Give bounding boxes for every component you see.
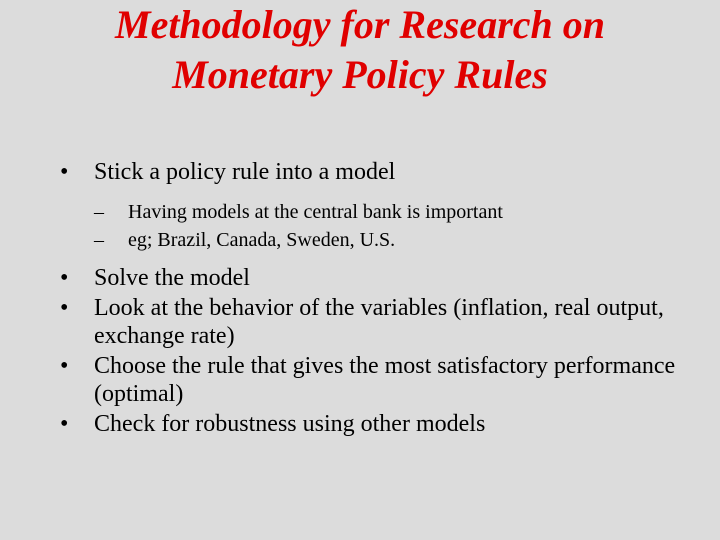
bullet-item-3 — [60, 294, 680, 350]
bullet-item-5 — [60, 410, 680, 438]
sub-bullet-text: eg; Brazil, Canada, Sweden, U.S. — [128, 229, 396, 251]
sub-bullet-text: Having models at the central bank is important — [128, 201, 503, 223]
bullet-text: Solve the model — [94, 265, 250, 291]
bullet-item-2 — [60, 264, 680, 292]
sub-bullet-item-1 — [94, 198, 680, 226]
slide-title — [40, 0, 680, 100]
sub-bullet-list — [94, 198, 680, 254]
bullet-marker: • — [60, 411, 69, 437]
bullet-text: Look at the behavior of the variables (inflation, real output, exchange rate) — [94, 295, 664, 349]
bullet-text: Stick a policy rule into a model — [94, 159, 396, 185]
bullet-marker: • — [60, 265, 69, 291]
sub-bullet-item-2 — [94, 226, 680, 254]
bullet-marker: • — [60, 159, 69, 185]
slide-title-line-2: Monetary Policy Rules — [172, 52, 548, 97]
slide-title-line-1: Methodology for Research on — [115, 2, 605, 47]
sub-bullet-marker: – — [94, 229, 104, 251]
bullet-text: Check for robustness using other models — [94, 411, 486, 437]
sub-bullet-marker: – — [94, 201, 104, 223]
bullet-item-4 — [60, 352, 680, 408]
bullet-marker: • — [60, 295, 69, 321]
bullet-text: Choose the rule that gives the most satisfactory performance (optimal) — [94, 353, 676, 407]
bullet-list — [60, 158, 680, 438]
bullet-marker: • — [60, 353, 69, 379]
bullet-item-1 — [60, 158, 680, 254]
